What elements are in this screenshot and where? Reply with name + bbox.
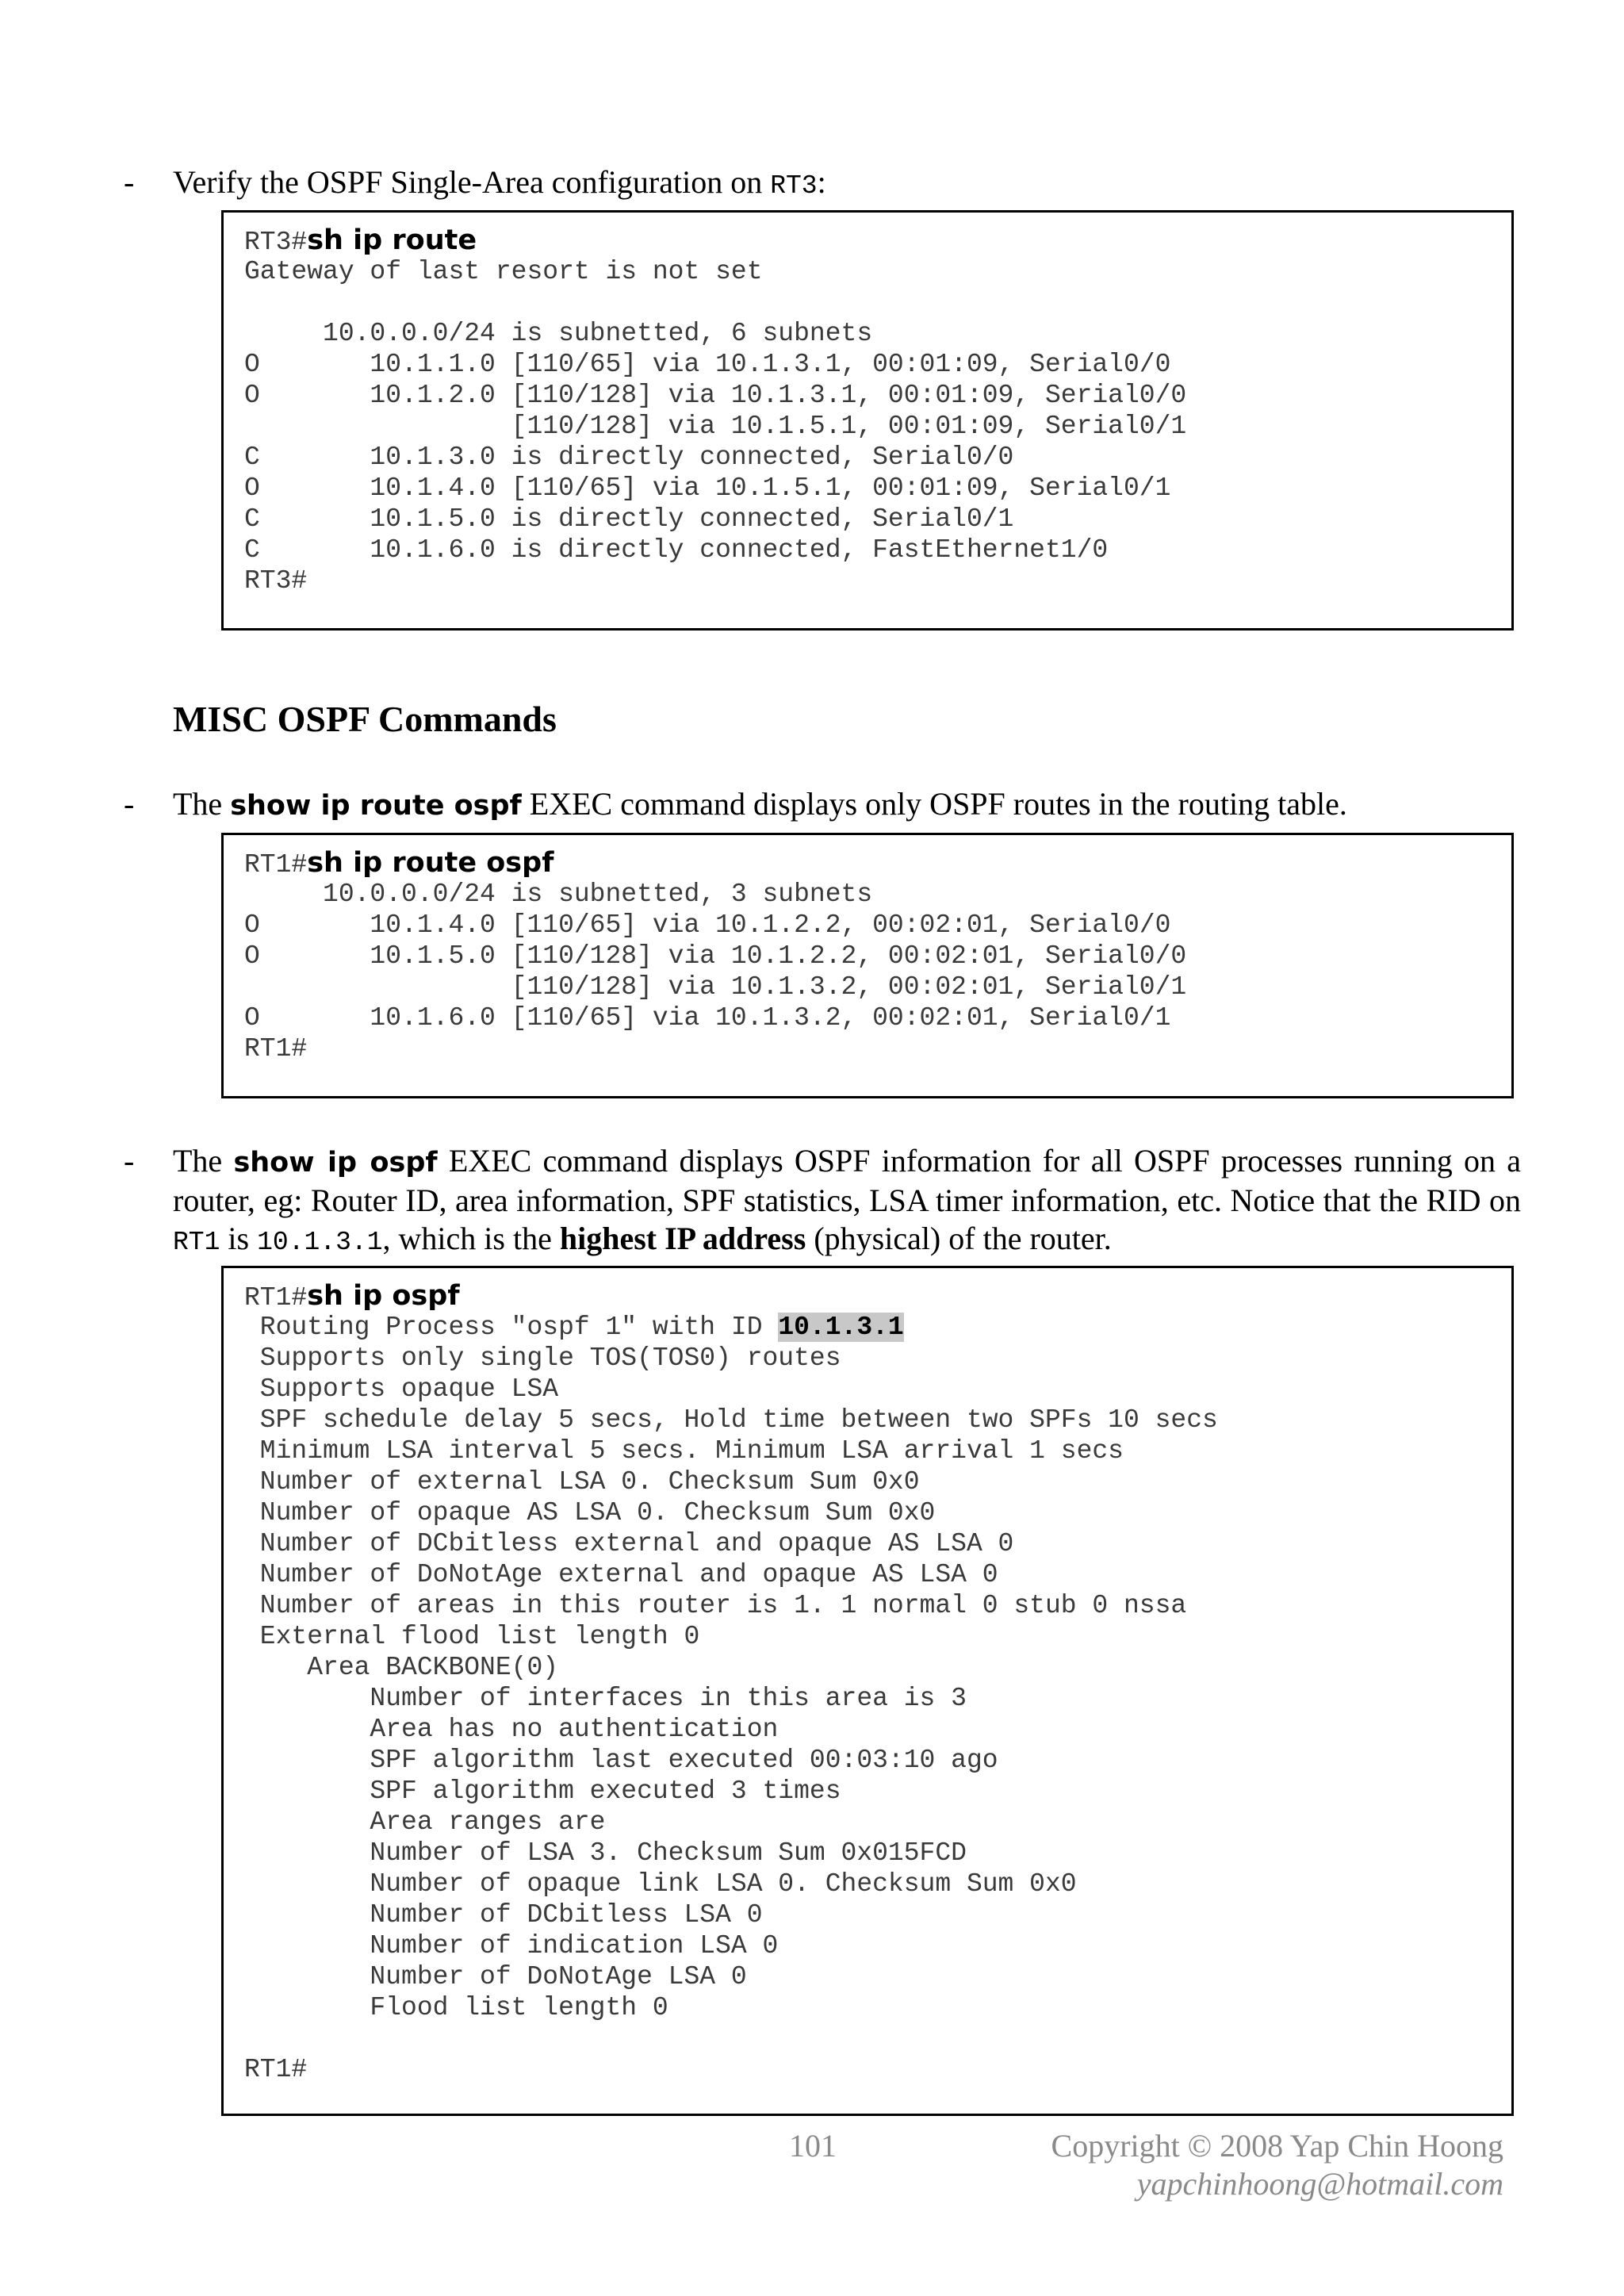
code-line: Number of external LSA 0. Checksum Sum 0x0 bbox=[244, 1467, 920, 1497]
code-line: [110/128] via 10.1.3.2, 00:02:01, Serial0/1 bbox=[244, 972, 1187, 1002]
bullet-dash: - bbox=[124, 164, 135, 200]
cli-command: sh ip ospf bbox=[307, 1280, 460, 1312]
highlighted-router-id: 10.1.3.1 bbox=[778, 1313, 904, 1342]
section-heading: MISC OSPF Commands bbox=[173, 699, 557, 739]
code-line: SPF schedule delay 5 secs, Hold time between two SPFs 10 secs bbox=[244, 1405, 1218, 1435]
code-line: Number of opaque AS LSA 0. Checksum Sum 0x0 bbox=[244, 1498, 936, 1527]
paragraph-text: is bbox=[220, 1221, 258, 1256]
code-line: Supports only single TOS(TOS0) routes bbox=[244, 1343, 841, 1373]
code-line: Area has no authentication bbox=[244, 1715, 779, 1744]
paragraph-text: The bbox=[173, 1143, 234, 1179]
cli-prompt: RT3# bbox=[244, 228, 308, 257]
cli-command: sh ip route ospf bbox=[307, 847, 554, 879]
code-line: O 10.1.2.0 [110/128] via 10.1.3.1, 00:01:09, Serial0/0 bbox=[244, 381, 1187, 410]
code-line: O 10.1.1.0 [110/65] via 10.1.3.1, 00:01:09, Serial0/0 bbox=[244, 350, 1171, 379]
code-line: Flood list length 0 bbox=[244, 1993, 668, 2022]
code-line: Number of DoNotAge LSA 0 bbox=[244, 1962, 747, 1991]
code-line bbox=[244, 1312, 1511, 1343]
code-block-sh-ip-route-ospf bbox=[221, 833, 1514, 1098]
code-line: C 10.1.3.0 is directly connected, Serial0/0 bbox=[244, 443, 1014, 472]
router-id-value: 10.1.3.1 bbox=[257, 1228, 383, 1257]
page-number: 101 bbox=[789, 2128, 837, 2164]
code-line: Supports opaque LSA bbox=[244, 1374, 559, 1404]
code-line bbox=[244, 2023, 1511, 2054]
code-line: Number of indication LSA 0 bbox=[244, 1931, 779, 1961]
intro-text: Verify the OSPF Single-Area configuration on bbox=[173, 164, 771, 200]
code-line: Area ranges are bbox=[244, 1807, 606, 1837]
author-email: yapchinhoong@hotmail.com bbox=[1136, 2166, 1503, 2202]
code-line: SPF algorithm last executed 00:03:10 ago bbox=[244, 1746, 998, 1775]
code-command-line bbox=[244, 225, 1511, 256]
code-line bbox=[244, 287, 1511, 318]
paragraph-text: (physical) of the router. bbox=[806, 1221, 1112, 1256]
code-command-line bbox=[244, 848, 1511, 879]
cli-prompt: RT1# bbox=[244, 850, 308, 880]
cli-prompt: RT1# bbox=[244, 1283, 308, 1313]
bullet-dash: - bbox=[124, 1143, 135, 1179]
device-name: RT1 bbox=[173, 1228, 220, 1257]
code-line: Number of opaque link LSA 0. Checksum Sum 0x0 bbox=[244, 1869, 1077, 1899]
code-line: [110/128] via 10.1.5.1, 00:01:09, Serial0/1 bbox=[244, 412, 1187, 441]
code-line: O 10.1.5.0 [110/128] via 10.1.2.2, 00:02:01, Serial0/0 bbox=[244, 941, 1187, 971]
code-line: RT3# bbox=[244, 566, 308, 596]
command-name: show ip ospf bbox=[233, 1147, 438, 1179]
code-line: O 10.1.4.0 [110/65] via 10.1.5.1, 00:01:09, Serial0/1 bbox=[244, 473, 1171, 503]
code-text: Routing Process "ospf 1" with ID bbox=[244, 1313, 779, 1342]
code-line: Number of DCbitless external and opaque AS LSA 0 bbox=[244, 1529, 1014, 1558]
code-line: 10.0.0.0/24 is subnetted, 6 subnets bbox=[244, 319, 873, 348]
paragraph-text: , which is the bbox=[382, 1221, 560, 1256]
code-line: SPF algorithm executed 3 times bbox=[244, 1777, 841, 1806]
bullet-dash: - bbox=[124, 786, 135, 822]
code-line: RT1# bbox=[244, 1034, 308, 1064]
device-name: RT3 bbox=[770, 171, 818, 201]
code-block-sh-ip-ospf bbox=[221, 1266, 1514, 2116]
paragraph-show-ip-ospf bbox=[124, 1142, 1522, 1262]
code-line: RT1# bbox=[244, 2055, 308, 2084]
intro-colon: : bbox=[817, 164, 826, 200]
cli-command: sh ip route bbox=[307, 224, 477, 256]
command-name: show ip route ospf bbox=[230, 790, 522, 822]
code-line: Minimum LSA interval 5 secs. Minimum LSA arrival 1 secs bbox=[244, 1436, 1124, 1466]
emphasis-text: highest IP address bbox=[559, 1221, 806, 1256]
code-line: Number of LSA 3. Checksum Sum 0x015FCD bbox=[244, 1838, 967, 1868]
intro-paragraph bbox=[124, 163, 1521, 205]
code-line: 10.0.0.0/24 is subnetted, 3 subnets bbox=[244, 880, 873, 909]
paragraph-text: EXEC command displays OSPF information for all OSPF processes running on a router, eg: Router ID, area information, SPF statistics, LSA timer information, etc. Notice that the RID on bbox=[173, 1143, 1522, 1218]
code-line: O 10.1.6.0 [110/65] via 10.1.3.2, 00:02:01, Serial0/1 bbox=[244, 1003, 1171, 1033]
paragraph-text: The bbox=[173, 786, 231, 822]
code-line: External flood list length 0 bbox=[244, 1622, 700, 1651]
code-block-sh-ip-route bbox=[221, 210, 1514, 631]
code-line: O 10.1.4.0 [110/65] via 10.1.2.2, 00:02:01, Serial0/0 bbox=[244, 910, 1171, 940]
code-line: Number of DoNotAge external and opaque AS LSA 0 bbox=[244, 1560, 998, 1589]
copyright-notice: Copyright © 2008 Yap Chin Hoong bbox=[1051, 2128, 1503, 2164]
code-line: Gateway of last resort is not set bbox=[244, 257, 763, 286]
code-line: Number of areas in this router is 1. 1 normal 0 stub 0 nssa bbox=[244, 1591, 1187, 1620]
code-line: Area BACKBONE(0) bbox=[244, 1653, 559, 1682]
paragraph-text: EXEC command displays only OSPF routes in the routing table. bbox=[521, 786, 1347, 822]
paragraph-show-ip-route-ospf bbox=[124, 785, 1521, 825]
code-line: Number of DCbitless LSA 0 bbox=[244, 1900, 763, 1930]
code-line: C 10.1.6.0 is directly connected, FastEthernet1/0 bbox=[244, 535, 1109, 565]
code-line: Number of interfaces in this area is 3 bbox=[244, 1684, 967, 1713]
code-command-line bbox=[244, 1281, 1511, 1312]
code-line: C 10.1.5.0 is directly connected, Serial0/1 bbox=[244, 504, 1014, 534]
